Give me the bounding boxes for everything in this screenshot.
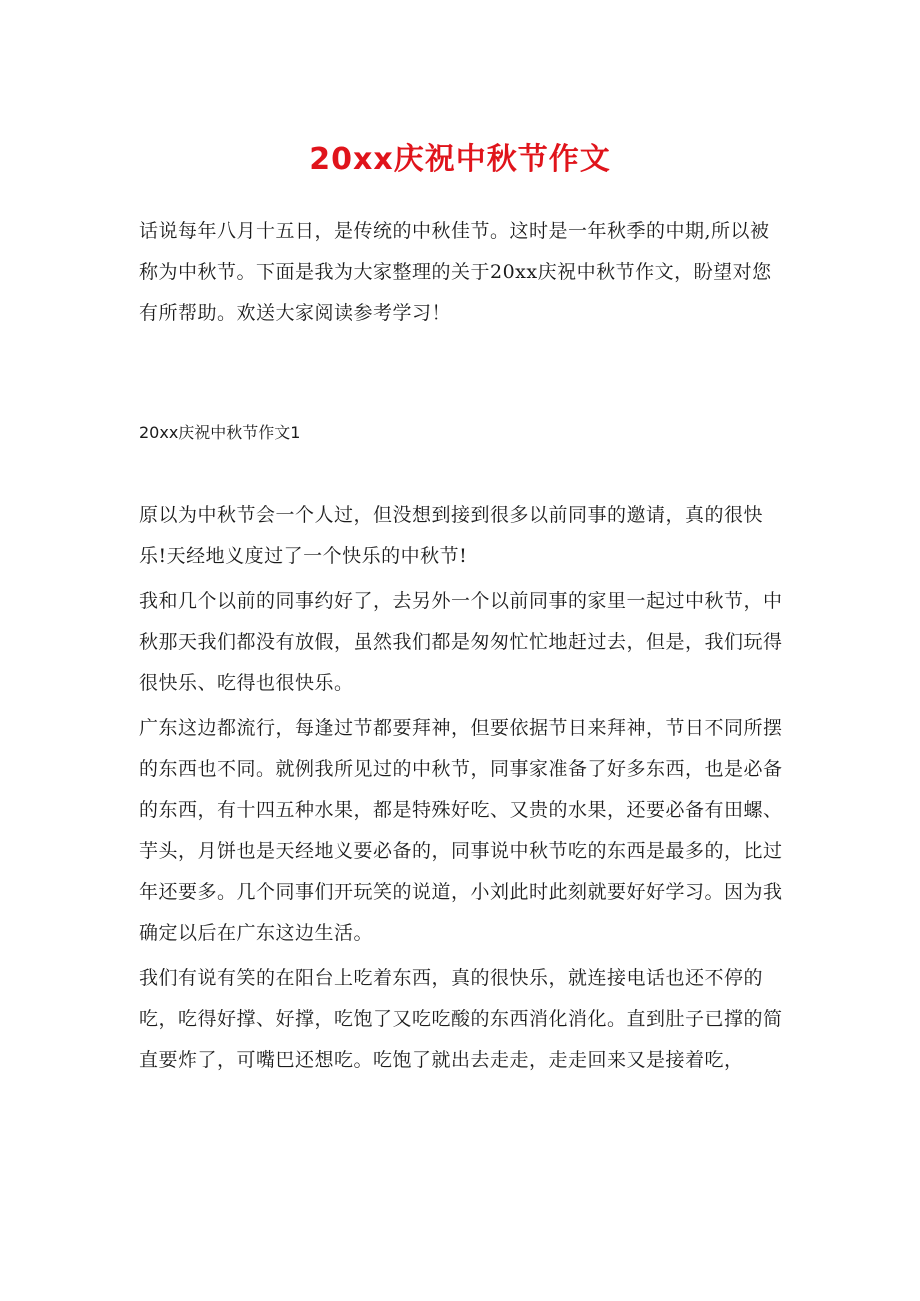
essay-paragraph-1: 原以为中秋节会一个人过，但没想到接到很多以前同事的邀请，真的很快乐!天经地义度过了一个快乐的中秋节! [139,504,764,567]
essay-body [139,495,789,1085]
intro-section [139,211,789,338]
document-title: 20xx庆祝中秋节作文 [309,142,611,177]
intro-paragraph: 话说每年八月十五日，是传统的中秋佳节。这时是一年秋季的中期,所以被称为中秋节。下面是我为大家整理的关于20xx庆祝中秋节作文，盼望对您有所帮助。欢送大家阅读参考学习！ [139,220,772,324]
section-heading: 20xx庆祝中秋节作文1 [139,423,301,442]
essay-paragraph-2: 我和几个以前的同事约好了，去另外一个以前同事的家里一起过中秋节，中秋那天我们都没有放假，虽然我们都是匆匆忙忙地赶过去，但是，我们玩得很快乐、吃得也很快乐。 [139,590,783,694]
essay-paragraph-4: 我们有说有笑的在阳台上吃着东西，真的很快乐，就连接电话也还不停的吃，吃得好撑、好撑，吃饱了又吃吃酸的东西消化消化。直到肚子已撑的简直要炸了，可嘴巴还想吃。吃饱了就出去走走，走走回来又是接着吃， [139,967,783,1071]
essay-paragraph-3: 广东这边都流行，每逢过节都要拜神，但要依据节日来拜神，节日不同所摆的东西也不同。就例我所见过的中秋节，同事家准备了好多东西，也是必备的东西，有十四五种水果，都是特殊好吃、又贵的水果，还要必备有田螺、芋头，月饼也是天经地义要必备的，同事说中秋节吃的东西是最多的，比过年还要多。几个同事们开玩笑的说道，小刘此时此刻就要好好学习。因为我确定以后在广东这边生活。 [139,717,783,944]
